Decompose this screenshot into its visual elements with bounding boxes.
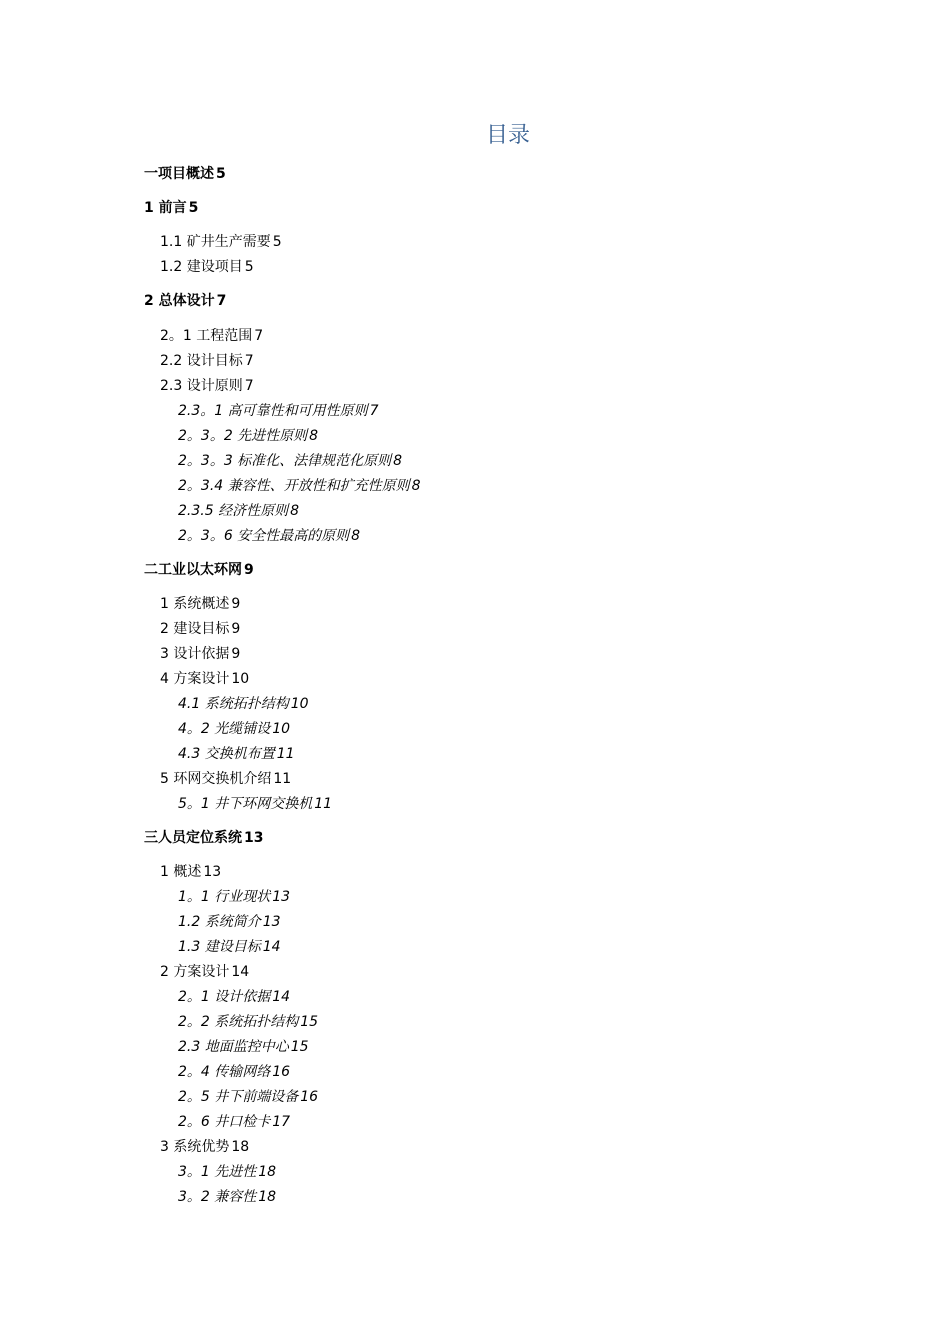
- toc-entry-title: 1.2 建设项目: [160, 259, 243, 275]
- toc-entry-title: 4 方案设计: [160, 671, 230, 687]
- toc-entry[interactable]: [178, 401, 379, 421]
- toc-entry[interactable]: [178, 426, 318, 446]
- toc-entry-title: 2。3。2 先进性原则: [178, 428, 308, 444]
- toc-entry-title: 2。1 设计依据: [178, 989, 271, 1005]
- toc-entry-title: 3。1 先进性: [178, 1164, 257, 1180]
- toc-entry[interactable]: [144, 164, 226, 184]
- toc-entry-page-number: 18: [258, 1189, 277, 1205]
- toc-entry-page-number: 5: [272, 234, 282, 250]
- toc-entry-page-number: 9: [231, 646, 241, 662]
- toc-entry-title: 2 方案设计: [160, 964, 230, 980]
- toc-entry-page-number: 7: [216, 293, 227, 309]
- toc-entry-title: 3。2 兼容性: [178, 1189, 257, 1205]
- toc-entry-title: 5 环网交换机介绍: [160, 771, 272, 787]
- toc-entry[interactable]: [178, 1162, 276, 1182]
- toc-entry-title: 2 建设目标: [160, 621, 230, 637]
- toc-entry-title: 4。2 光缆铺设: [178, 721, 271, 737]
- toc-entry-title: 1 前言: [144, 200, 187, 216]
- toc-entry[interactable]: [178, 1087, 318, 1107]
- toc-entry[interactable]: [160, 326, 263, 346]
- toc-entry[interactable]: [160, 351, 254, 371]
- toc-entry-title: 2。3。6 安全性最高的原则: [178, 528, 350, 544]
- toc-entry-page-number: 13: [262, 914, 281, 930]
- toc-entry-page-number: 7: [369, 403, 379, 419]
- toc-entry[interactable]: [160, 962, 249, 982]
- toc-entry-page-number: 17: [272, 1114, 291, 1130]
- toc-entry-title: 一项目概述: [144, 166, 214, 182]
- toc-entry[interactable]: [178, 937, 281, 957]
- toc-entry-page-number: 8: [351, 528, 361, 544]
- toc-entry-title: 5。1 井下环网交换机: [178, 796, 313, 812]
- toc-entry-page-number: 5: [188, 200, 199, 216]
- toc-entry-title: 2。3.4 兼容性、开放性和扩充性原则: [178, 478, 410, 494]
- toc-entry-title: 1.3 建设目标: [178, 939, 261, 955]
- toc-entry[interactable]: [178, 987, 290, 1007]
- toc-entry-page-number: 8: [411, 478, 421, 494]
- toc-entry[interactable]: [160, 376, 254, 396]
- toc-entry-title: 2。3。3 标准化、法律规范化原则: [178, 453, 392, 469]
- toc-entry[interactable]: [178, 912, 281, 932]
- toc-entry-title: 2.3 地面监控中心: [178, 1039, 289, 1055]
- toc-entry-page-number: 15: [290, 1039, 309, 1055]
- toc-entry-page-number: 10: [231, 671, 250, 687]
- toc-entry-title: 2。5 井下前端设备: [178, 1089, 299, 1105]
- toc-entry[interactable]: [178, 1037, 309, 1057]
- toc-entry-title: 4.1 系统拓扑结构: [178, 696, 289, 712]
- toc-entry[interactable]: [178, 1187, 276, 1207]
- toc-entry-page-number: 7: [244, 378, 254, 394]
- toc-entry-page-number: 10: [290, 696, 309, 712]
- toc-entry[interactable]: [178, 501, 299, 521]
- toc-entry-title: 2。6 井口检卡: [178, 1114, 271, 1130]
- toc-entry[interactable]: [178, 1012, 318, 1032]
- toc-entry[interactable]: [178, 1112, 290, 1132]
- toc-entry-page-number: 16: [272, 1064, 291, 1080]
- toc-entry-title: 1.1 矿井生产需要: [160, 234, 271, 250]
- toc-entry-page-number: 5: [244, 259, 254, 275]
- toc-entry[interactable]: [160, 1137, 249, 1157]
- toc-entry[interactable]: [144, 291, 226, 311]
- toc-entry-page-number: 8: [393, 453, 403, 469]
- toc-entry-title: 3 系统优势: [160, 1139, 230, 1155]
- toc-entry-page-number: 7: [244, 353, 254, 369]
- toc-entry-title: 2。2 系统拓扑结构: [178, 1014, 299, 1030]
- toc-entry-title: 2.3.5 经济性原则: [178, 503, 289, 519]
- toc-entry-title: 2。1 工程范围: [160, 328, 253, 344]
- toc-entry-title: 2。4 传输网络: [178, 1064, 271, 1080]
- toc-entry[interactable]: [178, 744, 295, 764]
- toc-entry-page-number: 8: [309, 428, 319, 444]
- toc-entry-title: 2.3 设计原则: [160, 378, 243, 394]
- toc-entry-page-number: 13: [272, 889, 291, 905]
- toc-entry-page-number: 7: [254, 328, 264, 344]
- toc-entry[interactable]: [160, 619, 240, 639]
- toc-entry-page-number: 14: [262, 939, 281, 955]
- toc-entry-title: 1 概述: [160, 864, 202, 880]
- toc-entry[interactable]: [160, 594, 240, 614]
- toc-entry-page-number: 9: [231, 596, 241, 612]
- toc-entry-page-number: 5: [216, 166, 226, 182]
- toc-entry-page-number: 16: [300, 1089, 319, 1105]
- toc-entry-title: 2.3。1 高可靠性和可用性原则: [178, 403, 368, 419]
- toc-entry-title: 1.2 系统简介: [178, 914, 261, 930]
- toc-entry-page-number: 13: [203, 864, 222, 880]
- toc-entry[interactable]: [160, 862, 221, 882]
- toc-entry-title: 三人员定位系统: [144, 830, 242, 846]
- toc-entry[interactable]: [178, 451, 402, 471]
- toc-entry-page-number: 15: [300, 1014, 319, 1030]
- toc-entry[interactable]: [144, 828, 263, 848]
- toc-entry-title: 二工业以太环网: [144, 562, 242, 578]
- toc-entry-page-number: 11: [276, 746, 295, 762]
- toc-entry-page-number: 10: [272, 721, 291, 737]
- toc-entry-page-number: 18: [258, 1164, 277, 1180]
- toc-entry[interactable]: [144, 198, 198, 218]
- toc-entry-title: 1。1 行业现状: [178, 889, 271, 905]
- toc-entry-page-number: 13: [244, 830, 264, 846]
- toc-entry-title: 4.3 交换机布置: [178, 746, 275, 762]
- toc-entry-page-number: 18: [231, 1139, 250, 1155]
- toc-entry-title: 2 总体设计: [144, 293, 215, 309]
- page-title: 目录: [485, 123, 530, 148]
- toc-entry[interactable]: [160, 644, 240, 664]
- toc-entry[interactable]: [178, 794, 332, 814]
- toc-entry[interactable]: [160, 769, 291, 789]
- toc-entry[interactable]: [160, 669, 249, 689]
- toc-entry[interactable]: [160, 232, 282, 252]
- toc-entry[interactable]: [178, 1062, 290, 1082]
- toc-entry-page-number: 11: [273, 771, 292, 787]
- toc-entry-page-number: 9: [244, 562, 254, 578]
- toc-entry-title: 3 设计依据: [160, 646, 230, 662]
- toc-entry[interactable]: [178, 887, 290, 907]
- toc-entry[interactable]: [178, 719, 290, 739]
- toc-entry[interactable]: [160, 257, 254, 277]
- toc-entry[interactable]: [178, 476, 421, 496]
- toc-entry-title: 1 系统概述: [160, 596, 230, 612]
- toc-entry-page-number: 14: [272, 989, 291, 1005]
- toc-entry-page-number: 8: [290, 503, 299, 519]
- toc-entry-page-number: 9: [231, 621, 241, 637]
- toc-entry-page-number: 14: [231, 964, 250, 980]
- toc-entry-title: 2.2 设计目标: [160, 353, 243, 369]
- toc-entry[interactable]: [178, 526, 360, 546]
- toc-entry[interactable]: [178, 694, 309, 714]
- toc-entry[interactable]: [144, 560, 254, 580]
- toc-entry-page-number: 11: [314, 796, 333, 812]
